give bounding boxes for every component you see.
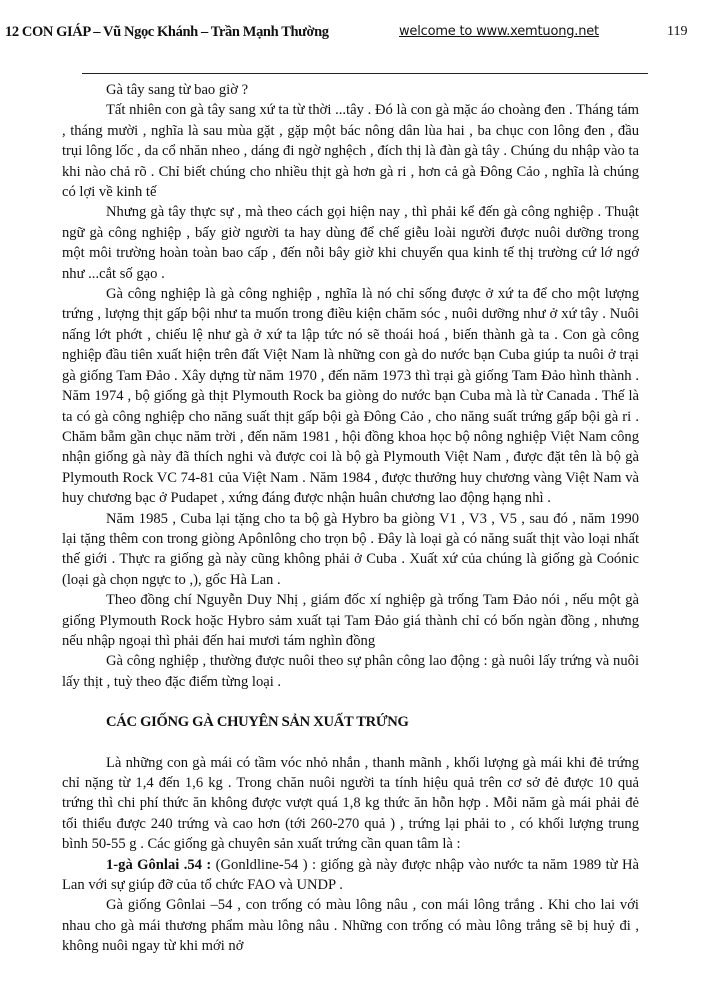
document-body	[62, 80, 639, 957]
paragraph	[62, 855, 639, 896]
paragraph: Tất nhiên con gà tây sang xứ ta từ thời ...tây . Đó là con gà mặc áo choàng đen . Tháng tám , tháng mười , nghĩa là sau mùa gặt , gặp một bác nông dân lùa hai , ba chục con lông đen , đầu trụi lông lốc , da cổ nhăn nheo , dáng đi ngờ nghệch , đích thị là đàn gà tây . Chúng du nhập vào ta khi nào chả rõ . Chỉ biết chúng cho nhiều thịt gà hơn gà ri , hơn cả gà Đông Cảo , nghĩa là chúng có lợi về kinh tế	[62, 102, 639, 201]
paragraph: Năm 1985 , Cuba lại tặng cho ta bộ gà Hybro ba giòng V1 , V3 , V5 , sau đó , năm 1990 lại tặng thêm con trong giòng Apônlông cho trọn bộ . Đây là loại gà có năng suất thịt vào loại nhất thế giới . Thực ra giống gà này cũng không phải ở Cuba . Xuất xứ của chúng là giống gà Coónic (loại gà chọn ngực to ,), gốc Hà Lan .	[62, 510, 639, 588]
breed-description: (Gonldline-54 ) : giống gà này được nhập vào nước ta năm 1989 từ Hà Lan với sự giúp đỡ của tổ chức FAO và UNDP .	[62, 856, 640, 894]
book-title: 12 CON GIÁP – Vũ Ngọc Khánh – Trần Mạnh Thường	[5, 24, 329, 40]
section-heading: CÁC GIỐNG GÀ CHUYÊN SẢN XUẤT TRỨNG	[106, 714, 409, 731]
website-link[interactable]: welcome to www.xemtuong.net	[399, 24, 599, 39]
paragraph: Gà giống Gônlai –54 , con trống có màu lông nâu , con mái lông trắng . Khi cho lai với nhau cho gà mái thương phẩm màu lông nâu . Những con trống có màu lông trắng sẽ bị huỷ đi , không nuôi ngay từ khi mới nở	[62, 897, 639, 955]
spacer	[62, 733, 639, 753]
paragraph: Gà công nghiệp , thường được nuôi theo sự phân công lao động : gà nuôi lấy trứng và nuôi lấy thịt , tuỳ theo đặc điểm từng loại .	[62, 653, 639, 690]
paragraph: Gà công nghiệp là gà công nghiệp , nghĩa là nó chỉ sống được ở xứ ta để cho một lượng trứng , lượng thịt gấp bội như ta muốn trong điều kiện chăm sóc , nuôi dưỡng như ở xứ tây . Nuôi nấng lớt phớt , chiếu lệ như gà ở xứ ta lập tức nó sẽ thoái hoá , biến thành gà ta . Con gà công nghiệp đầu tiên xuất hiện trên đất Việt Nam là những con gà do nước bạn Cuba giúp ta nuôi ở trại gà giống Tam Đảo . Xây dựng từ năm 1970 , đến năm 1973 thì trại gà giống Tam Đảo hình thành . Năm 1974 , bộ giống gà thịt Plymouth Rock ba giòng do nước bạn Cuba mà là từ Canada . Thế là ta có gà công nghiệp cho năng suất thịt gấp bội gà Đông Cảo , cho năng suất trứng gấp bội gà ri . Chăm bẵm gần chục năm trời , đến năm 1981 , hội đồng khoa học bộ nông nghiệp Việt Nam công nhận giống gà này đã thích nghi và được coi là bộ gà Plymouth Việt Nam , được đặt tên là bộ gà Plymouth Rock VC 74-81 của Việt Nam . Năm 1984 , được thưởng huy chương vàng Việt Nam và huy chương bạc ở Pudapet , xứng đáng được nhận huân chương lao động hạng nhì .	[62, 286, 639, 507]
header-rule	[82, 73, 648, 74]
page-number: 119	[667, 24, 688, 39]
paragraph: Nhưng gà tây thực sự , mà theo cách gọi hiện nay , thì phải kể đến gà công nghiệp . Thuật ngữ gà công nghiệp , bấy giờ người ta hay dùng để chế giễu loài người được nuôi dưỡng trong một môi trường hoàn toàn bao cấp , đến nỗi bây giờ khi chuyển qua kinh tế thị trường cứ lớ ngớ như ...cắt số gạo .	[62, 204, 639, 282]
page-header	[0, 22, 702, 48]
breed-label: 1-gà Gônlai .54 :	[106, 856, 212, 873]
paragraph: Theo đồng chí Nguyễn Duy Nhị , giám đốc xí nghiệp gà trống Tam Đảo nói , nếu một gà giống Plymouth Rock hoặc Hybro sảm xuất tại Tam Đảo giá thành chỉ có bốn ngàn đồng , nhưng nếu nhập ngoại thì phải đến hai mươi tám nghìn đồng	[62, 592, 639, 649]
paragraph: Là những con gà mái có tầm vóc nhỏ nhắn , thanh mãnh , khối lượng gà mái khi đẻ trứng chỉ nặng từ 1,4 đến 1,6 kg . Trong chăn nuôi người ta tính hiệu quả trên cơ sở đẻ được 10 quả trứng thì chi phí thức ăn không được vượt quá 1,8 kg thức ăn hỗn hợp . Mỗi năm gà mái phải đẻ tối thiểu được 240 trứng và cao hơn (tới 260-270 quả ) , trứng lại phải to , có khối lượng trung bình 50-55 g . Các giống gà chuyên sản xuất trứng cần quan tâm là :	[62, 754, 639, 853]
paragraph: Gà tây sang từ bao giờ ?	[106, 82, 249, 98]
